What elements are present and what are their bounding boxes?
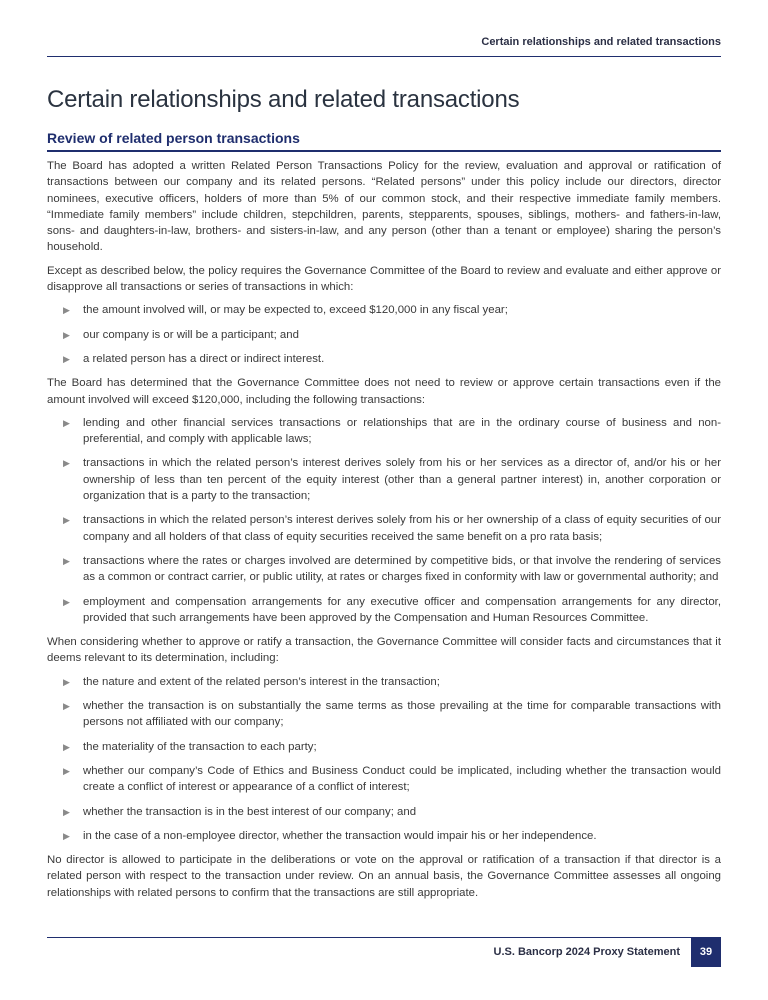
- paragraph-exemptions: The Board has determined that the Governance Committee does not need to review or approve certain transactions even if the amount involved will exceed $120,000, including the following transactions:: [47, 377, 721, 406]
- bullet-arrow-icon: ▶: [63, 305, 70, 316]
- bullet-arrow-icon: ▶: [63, 830, 70, 841]
- paragraph-policy-intro: The Board has adopted a written Related Person Transactions Policy for the review, evaluation and approval or ratification of transactions between our company and its related persons. “Related persons” under this policy include our directors, director nominees, executive officers, holders of more than 5% of our common stock, and their respective immediate family members. “Immediate family members” include children, stepchildren, parents, stepparents, spouses, siblings, mothers- and fathers-in-law, sons- and daughters-in-law, brothers- and sisters-in-law, and any person (other than a tenant or employee) sharing the person’s household.: [47, 160, 721, 254]
- page-title: Certain relationships and related transactions: [47, 86, 520, 113]
- list-item: ▶ the amount involved will, or may be expected to, exceed $120,000 in any fiscal year;: [83, 302, 721, 318]
- bullet-arrow-icon: ▶: [63, 458, 70, 469]
- bullet-arrow-icon: ▶: [63, 353, 70, 364]
- bullet-arrow-icon: ▶: [63, 417, 70, 428]
- paragraph-review-requirement: Except as described below, the policy requires the Governance Committee of the Board to review and evaluate and either approve or disapprove all transactions or series of transactions in which:: [47, 264, 721, 294]
- list-item: ▶ whether the transaction is on substantially the same terms as those prevailing at the time for comparable transactions with persons not affiliated with our company;: [63, 700, 721, 729]
- paragraph-director-recusal: No director is allowed to participate in the deliberations or vote on the approval or ratification of a transaction if that director is a related person with respect to the transaction under review. On an annual basis, the Governance Committee assesses all ongoing relationships with related persons to confirm that the transactions are still appropriate.: [47, 854, 721, 899]
- paragraph-considerations: When considering whether to approve or ratify a transaction, the Governance Committee will consider facts and circumstances that it deems relevant to its determination, including:: [47, 636, 721, 665]
- bullet-arrow-icon: ▶: [63, 515, 70, 526]
- list-item: ▶ a related person has a direct or indirect interest.: [83, 351, 721, 367]
- document-body: [47, 158, 721, 908]
- list-item: ▶ in the case of a non-employee director, whether the transaction would impair his or her independence.: [83, 828, 721, 844]
- footer-divider: [47, 937, 721, 938]
- bullet-arrow-icon: ▶: [63, 701, 70, 712]
- list-item: ▶ lending and other financial services transactions or relationships that are in the ordinary course of business and non-preferential, and comply with applicable laws;: [63, 416, 721, 446]
- page-number-badge: 39: [691, 937, 721, 967]
- list-item: ▶ transactions in which the related person’s interest derives solely from his or her ownership of a class of equity securities of our company and all holders of that class of equity securities received the same benefit on a pro rata basis;: [63, 514, 721, 543]
- list-item: ▶ transactions where the rates or charges involved are determined by competitive bids, or that involve the rendering of services as a common or contract carrier, or public utility, at rates or charges fixed in conformity with law or governmental authority; and: [63, 554, 721, 584]
- bullet-arrow-icon: ▶: [63, 741, 70, 752]
- bullet-arrow-icon: ▶: [63, 806, 70, 817]
- list-item: ▶ whether the transaction is in the best interest of our company; and: [83, 804, 721, 820]
- list-item: ▶ employment and compensation arrangements for any executive officer and compensation arrangements for any director, provided that such arrangements have been approved by the Compensation and Human Resources Committee.: [63, 595, 721, 624]
- list-item: ▶ the materiality of the transaction to each party;: [83, 739, 721, 755]
- bullet-arrow-icon: ▶: [63, 676, 70, 687]
- bullet-arrow-icon: ▶: [63, 596, 70, 607]
- section-heading: Review of related person transactions: [47, 130, 300, 146]
- consideration-factors-list: [47, 674, 721, 844]
- review-criteria-list: [47, 302, 721, 367]
- list-item: ▶ whether our company’s Code of Ethics and Business Conduct could be implicated, including whether the transaction would create a conflict of interest or appearance of a conflict of interest;: [63, 764, 721, 794]
- list-item: ▶ our company is or will be a participant; and: [83, 327, 721, 343]
- section-divider: [47, 150, 721, 152]
- exempt-transactions-list: [47, 415, 721, 626]
- running-header-title: Certain relationships and related transactions: [481, 36, 721, 48]
- list-item: ▶ the nature and extent of the related person’s interest in the transaction;: [83, 674, 721, 690]
- bullet-arrow-icon: ▶: [63, 555, 70, 566]
- bullet-arrow-icon: ▶: [63, 329, 70, 340]
- footer-publication-title: U.S. Bancorp 2024 Proxy Statement: [493, 946, 680, 958]
- bullet-arrow-icon: ▶: [63, 765, 70, 776]
- list-item: ▶ transactions in which the related person’s interest derives solely from his or her services as a director of, and/or his or her ownership of less than ten percent of the equity interest (other than a general partner interest) in, another corporation or organization that is a party to the transaction;: [63, 457, 721, 503]
- header-divider: [47, 56, 721, 57]
